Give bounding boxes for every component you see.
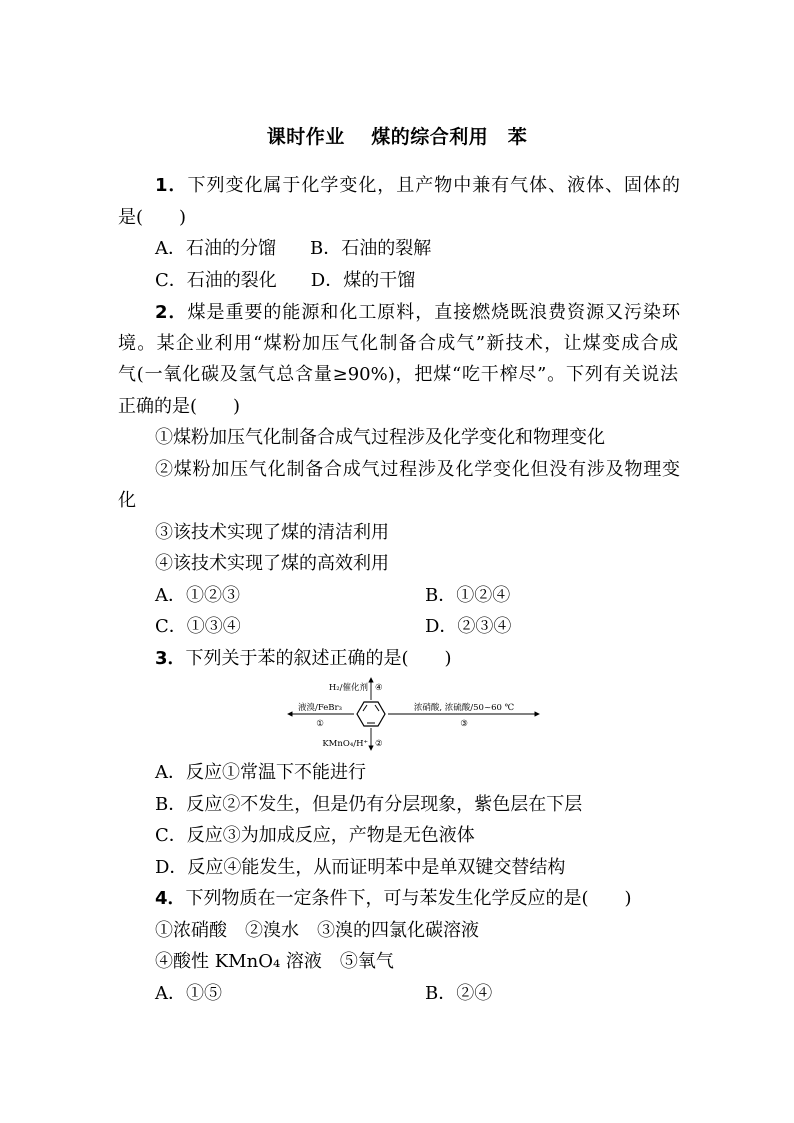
- question-4-option-a: A．①⑤: [155, 983, 222, 1004]
- question-4-option-b: B．②④: [425, 983, 493, 1004]
- benzene-reaction-diagram: [284, 676, 546, 752]
- question-4-substances-2: ④酸性 KMnO₄ 溶液 ⑤氧气: [155, 951, 394, 972]
- page-title: 课时作业 煤的综合利用 苯: [266, 126, 528, 148]
- question-3-option-a: A．反应①常温下不能进行: [155, 762, 366, 783]
- question-2-option-c: C．①③④: [155, 616, 241, 637]
- question-3-number: 3．: [155, 648, 186, 669]
- question-1-option-a: A．石油的分馏: [155, 238, 276, 259]
- question-1-line-1: [155, 173, 680, 199]
- reaction-number-1: ①: [316, 719, 324, 729]
- question-2-statement-4: ④该技术实现了煤的高效利用: [155, 553, 389, 574]
- question-4-line-1: [155, 886, 680, 912]
- question-2-number: 2．: [155, 302, 188, 323]
- benzene-ring-icon: [357, 702, 385, 726]
- question-3-option-c: C．反应③为加成反应，产物是无色液体: [155, 825, 475, 846]
- question-2-line-1: [155, 300, 680, 326]
- question-1-option-b: B．石油的裂解: [310, 238, 432, 259]
- reagent-label-1: 液溴/FeBr₃: [297, 703, 343, 713]
- reagent-label-3: 浓硝酸, 浓硫酸/50~60 ℃: [413, 703, 515, 713]
- question-3-option-b: B．反应②不发生，但是仍有分层现象，紫色层在下层: [155, 794, 583, 815]
- reaction-number-3: ③: [460, 719, 468, 729]
- question-2-statement-2-cont: 化: [118, 490, 136, 511]
- question-2-statement-2: ②煤粉加压气化制备合成气过程涉及化学变化但没有涉及物理变: [155, 459, 680, 480]
- question-1-option-c: C．石油的裂化: [155, 270, 277, 291]
- question-4-stem: 下列物质在一定条件下，可与苯发生化学反应的是( ): [185, 888, 632, 909]
- question-1-options-row-2: [155, 268, 680, 294]
- question-1-line-2: 是( ): [118, 207, 187, 228]
- question-1-options-row-1: [155, 236, 680, 262]
- question-2-option-a: A．①②③: [155, 585, 240, 606]
- question-2-statement-3: ③该技术实现了煤的清洁利用: [155, 522, 389, 543]
- reaction-number-2: ②: [375, 739, 383, 749]
- question-3-stem: 下列关于苯的叙述正确的是( ): [185, 648, 452, 669]
- reaction-number-4: ④: [375, 683, 383, 693]
- question-2-line-2: 境。某企业利用“煤粉加压气化制备合成气”新技术，让煤变成合成: [118, 333, 678, 354]
- reagent-label-4: H₂/催化剂: [328, 683, 368, 693]
- question-2-options-row-1: [155, 583, 680, 609]
- question-1-number: 1．: [155, 175, 188, 196]
- question-3-line-1: [155, 646, 680, 672]
- question-2-option-d: D．②③④: [425, 616, 512, 637]
- question-2-option-b: B．①②④: [425, 585, 511, 606]
- question-2-stem: 煤是重要的能源和化工原料，直接燃烧既浪费资源又污染环: [187, 302, 681, 323]
- question-3-option-d: D．反应④能发生，从而证明苯中是单双键交替结构: [155, 857, 566, 878]
- question-4-substances-1: ①浓硝酸 ②溴水 ③溴的四氯化碳溶液: [155, 920, 479, 941]
- reagent-label-2: KMnO₄/H⁺: [322, 739, 368, 749]
- question-1-stem: 下列变化属于化学变化，且产物中兼有气体、液体、固体的: [187, 175, 681, 196]
- question-4-options-row-1: [155, 981, 680, 1007]
- question-4-number: 4．: [155, 888, 186, 909]
- question-2-line-3: 气(一氧化碳及氢气总含量≥90%)，把煤“吃干榨尽”。下列有关说法: [118, 364, 678, 385]
- question-1-option-d: D．煤的干馏: [310, 270, 416, 291]
- question-2-line-4: 正确的是( ): [118, 396, 241, 417]
- question-2-statement-1: ①煤粉加压气化制备合成气过程涉及化学变化和物理变化: [155, 427, 605, 448]
- question-2-options-row-2: [155, 614, 680, 640]
